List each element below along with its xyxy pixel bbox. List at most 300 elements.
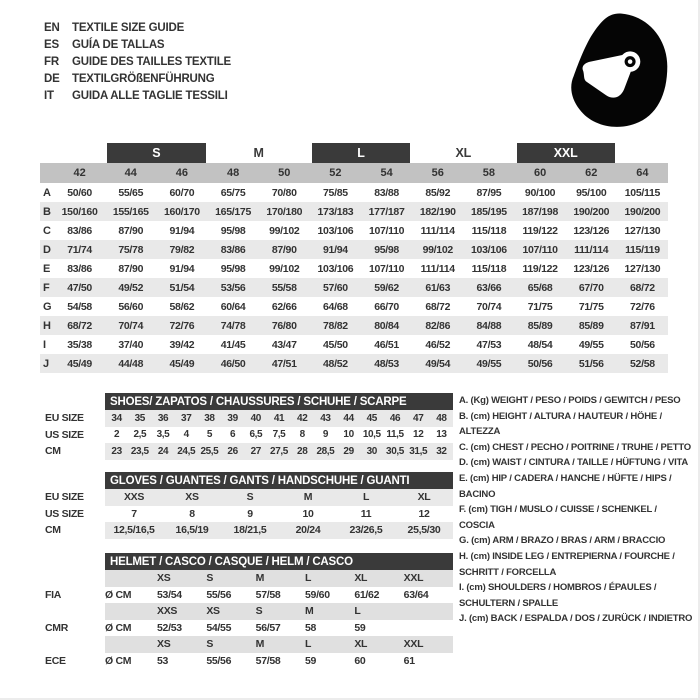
size-cell: 95/98: [220, 262, 246, 275]
column-header: 48: [226, 167, 240, 179]
row-label: CM: [45, 445, 61, 458]
language-row: [44, 70, 231, 87]
size-cell: 103/106: [317, 224, 354, 237]
row-cells: [105, 570, 453, 587]
row-label: US SIZE: [45, 428, 84, 441]
size-label: M: [255, 572, 265, 585]
helmet-size-row: [45, 570, 453, 587]
unit-label: Ø CM: [105, 621, 132, 634]
size-cell: 72/76: [169, 319, 195, 332]
size-cell: 16,5/19: [175, 524, 209, 537]
size-cell: 63/66: [476, 281, 502, 294]
gloves-row: [45, 506, 453, 523]
size-cell: 87/90: [118, 224, 144, 237]
unit-label: Ø CM: [105, 654, 132, 667]
language-row: [44, 87, 231, 104]
size-label: M: [304, 605, 314, 618]
size-cell: 85/89: [527, 319, 553, 332]
size-cell: 60/64: [220, 300, 246, 313]
size-cell: 68/72: [67, 319, 92, 332]
size-cell: 76/80: [271, 319, 297, 332]
size-cell: 9: [247, 507, 253, 520]
size-cell: 45: [366, 412, 377, 424]
language-code: ES: [44, 39, 59, 52]
size-cell: 80/84: [374, 319, 399, 332]
unit-label: Ø CM: [105, 588, 132, 601]
size-cell: 41: [273, 412, 285, 424]
size-group-row: [40, 143, 668, 163]
size-cell: 55/58: [271, 281, 297, 294]
size-cell: 67/70: [578, 281, 604, 294]
language-code: IT: [44, 89, 54, 102]
row-cells: [105, 410, 453, 427]
column-header: 44: [124, 167, 137, 179]
size-cell: 58/62: [169, 300, 195, 313]
shoes-row: [45, 427, 453, 444]
size-label: XXL: [403, 572, 424, 585]
size-cell: 51/54: [169, 281, 195, 294]
size-cell: 70/74: [118, 319, 144, 332]
size-cell: 84/88: [476, 319, 502, 332]
table-row: [40, 335, 668, 354]
column-header: 56: [431, 167, 444, 179]
size-cell: 55/56: [206, 654, 232, 667]
legend-item: B. (cm) HEIGHT / ALTURA / HAUTEUR / HÖHE / ALTEZZA: [459, 410, 662, 438]
size-cell: 50/56: [630, 338, 655, 351]
size-cell: 12: [418, 507, 430, 520]
size-cell: 53/54: [157, 588, 182, 601]
size-cell: 49/54: [425, 357, 451, 370]
size-cell: 10: [343, 429, 354, 441]
size-cell: 23,5: [130, 445, 149, 457]
gloves-row: [45, 522, 453, 539]
row-cells: [105, 506, 453, 523]
size-cell: 64/68: [323, 300, 348, 313]
size-cell: 27,5: [270, 445, 288, 457]
row-letter: G: [43, 300, 52, 313]
size-cell: 99/102: [269, 224, 300, 237]
shoes-row: [45, 443, 453, 460]
size-cell: 107/110: [368, 224, 405, 237]
size-cell: 48/54: [527, 338, 553, 351]
size-label: L: [304, 572, 312, 585]
size-label: XXL: [403, 638, 424, 651]
size-cell: 27: [250, 445, 261, 457]
size-cell: 127/130: [624, 262, 661, 275]
size-cell: 53/56: [220, 281, 246, 294]
textile-size-table: [40, 143, 668, 373]
size-cell: 28: [297, 445, 308, 457]
legend-item: A. (Kg) WEIGHT / PESO / POIDS / GEWITCH / PESO: [459, 395, 681, 406]
size-cell: 56/60: [118, 300, 144, 313]
column-header: 52: [329, 167, 342, 179]
size-cell: 72/76: [630, 300, 655, 313]
size-cell: 65/75: [220, 186, 246, 199]
measurement-legend: [459, 393, 693, 627]
size-cell: 9: [322, 429, 328, 441]
language-list: [44, 20, 231, 104]
size-cell: 71/74: [67, 243, 92, 256]
size-cell: XS: [185, 491, 199, 504]
size-cell: 53: [157, 654, 169, 667]
row-letter: F: [43, 281, 50, 294]
size-cell: 8: [299, 429, 305, 441]
row-cells: [105, 636, 453, 653]
size-cell: 190/200: [573, 205, 610, 218]
size-cell: 47/50: [67, 281, 92, 294]
size-cell: 46: [389, 412, 401, 424]
size-cell: 75/78: [118, 243, 144, 256]
size-cell: 23/26,5: [349, 524, 383, 537]
size-cell: 49/55: [578, 338, 604, 351]
gloves-row: [45, 489, 453, 506]
size-cell: 150/160: [61, 205, 98, 218]
size-cell: 57/58: [255, 654, 281, 667]
size-cell: 43/47: [271, 338, 297, 351]
size-cell: 105/115: [624, 186, 661, 199]
row-label: EU SIZE: [45, 412, 84, 425]
size-cell: 83/86: [67, 262, 92, 275]
spacer: [45, 553, 105, 570]
size-cell: 123/126: [573, 262, 610, 275]
spacer: [45, 570, 105, 587]
size-cell: 173/183: [317, 205, 354, 218]
size-cell: 46/51: [374, 338, 399, 351]
size-cell: 42: [297, 412, 308, 424]
spacer: [45, 472, 105, 489]
size-cell: 165/175: [215, 205, 251, 218]
row-letter: E: [43, 262, 51, 275]
size-cell: 35/38: [67, 338, 92, 351]
size-cell: 36: [157, 412, 169, 424]
size-cell: 25,5: [200, 445, 219, 457]
spacer: [45, 393, 105, 410]
gloves-title-row: [45, 472, 453, 489]
size-cell: 52/53: [157, 621, 182, 634]
size-cell: 31,5: [409, 445, 428, 457]
size-cell: 30,5: [386, 445, 404, 457]
size-cell: 82/86: [425, 319, 451, 332]
row-label: CMR: [45, 621, 69, 634]
row-label: ECE: [45, 654, 66, 667]
size-cell: 8: [189, 507, 195, 520]
size-cell: 59: [304, 654, 317, 667]
size-cell: 111/114: [420, 262, 455, 275]
size-cell: 47/51: [271, 357, 297, 370]
helmet-icon: [552, 10, 677, 130]
row-cells: [105, 603, 453, 620]
row-letter: B: [43, 205, 51, 218]
helmet-value-row: [45, 587, 453, 604]
size-cell: 48/52: [323, 357, 348, 370]
column-header: 60: [533, 167, 547, 179]
table-row: [40, 221, 668, 240]
size-cell: 91/94: [169, 262, 195, 275]
size-cell: 43: [320, 412, 331, 424]
size-cell: 12,5/16,5: [113, 524, 155, 537]
size-cell: 11,5: [386, 429, 404, 441]
size-cell: 50/56: [527, 357, 553, 370]
size-group-label: XL: [455, 146, 472, 160]
size-cell: 160/170: [163, 205, 200, 218]
size-cell: 123/126: [573, 224, 610, 237]
row-letter: C: [43, 224, 51, 237]
size-cell: 87/91: [630, 319, 655, 332]
row-letter: H: [43, 319, 51, 332]
table-row: [40, 183, 668, 202]
size-cell: 25,5/30: [407, 524, 441, 537]
size-cell: L: [362, 491, 370, 504]
size-cell: 20/24: [295, 524, 321, 537]
size-cell: 99/102: [422, 243, 453, 256]
size-label: S: [206, 638, 214, 651]
size-label: S: [206, 572, 214, 585]
size-cell: 65/68: [527, 281, 553, 294]
size-cell: 61/63: [425, 281, 451, 294]
size-cell: 103/106: [317, 262, 354, 275]
size-group-label: L: [312, 143, 410, 163]
size-cell: 39/42: [169, 338, 195, 351]
size-cell: 68/72: [425, 300, 451, 313]
size-cell: M: [303, 491, 313, 504]
size-cell: 55/65: [118, 186, 144, 199]
legend-item: D. (cm) WAIST / CINTURA / TAILLE / HÜFTUNG / VITA: [459, 457, 689, 469]
size-cell: 55/56: [206, 588, 232, 601]
size-cell: 54/55: [206, 621, 232, 634]
size-label: XS: [206, 605, 220, 618]
size-cell: 28,5: [316, 445, 335, 457]
legend-item: J. (cm) BACK / ESPALDA / DOS / ZURÜCK / INDIETRO: [459, 613, 693, 625]
row-label: CM: [45, 524, 61, 537]
size-cell: 44: [343, 412, 354, 424]
row-letter: J: [43, 357, 50, 370]
size-cell: 83/88: [374, 186, 399, 199]
table-row: [40, 297, 668, 316]
size-cell: 95/100: [576, 186, 607, 199]
size-group-label: XXL: [517, 143, 615, 163]
table-row: [40, 316, 668, 335]
size-cell: XL: [417, 491, 431, 504]
size-cell: 38: [204, 412, 215, 424]
size-cell: 99/102: [269, 262, 300, 275]
size-cell: 4: [183, 429, 189, 441]
size-cell: 7: [131, 507, 137, 520]
language-text: TEXTILGRÖßENFÜHRUNG: [72, 72, 215, 85]
size-cell: 45/49: [169, 357, 195, 370]
shoes-row: [45, 410, 453, 427]
size-cell: 2,5: [133, 429, 147, 441]
size-cell: 107/110: [368, 262, 405, 275]
size-cell: 18/21,5: [233, 524, 267, 537]
size-label: XS: [157, 572, 171, 585]
size-label: L: [304, 638, 312, 651]
size-cell: 62/66: [271, 300, 297, 313]
size-cell: 71/75: [578, 300, 604, 313]
size-cell: 119/122: [522, 262, 558, 275]
row-label: US SIZE: [45, 507, 84, 520]
language-code: FR: [44, 55, 59, 68]
size-label: L: [354, 605, 361, 618]
size-cell: 95/98: [220, 224, 246, 237]
size-cell: 59: [354, 621, 366, 634]
size-cell: 6: [230, 429, 236, 441]
size-cell: 24,5: [177, 445, 196, 457]
size-cell: 103/106: [470, 243, 507, 256]
column-header: 64: [636, 167, 649, 179]
size-cell: 52/58: [630, 357, 655, 370]
row-label: FIA: [45, 588, 62, 601]
legend-item: E. (cm) HIP / CADERA / HANCHE / HÜFTE / HIPS / BACINO: [459, 472, 672, 500]
size-cell: 29: [343, 445, 354, 457]
size-cell: 23: [111, 445, 122, 457]
size-cell: 30: [366, 445, 377, 457]
row-cells: [105, 522, 453, 539]
size-cell: 60/70: [169, 186, 195, 199]
size-cell: 35: [134, 412, 145, 424]
size-cell: 39: [227, 412, 238, 424]
size-cell: 85/92: [425, 186, 451, 199]
size-cell: 40: [250, 412, 261, 424]
size-label: XXS: [157, 605, 178, 618]
size-cell: 44/48: [118, 357, 144, 370]
language-row: [44, 54, 231, 71]
language-code: DE: [44, 72, 60, 85]
row-letter: A: [43, 186, 51, 199]
size-label: S: [255, 605, 263, 618]
row-cells: [105, 620, 453, 637]
size-cell: 46/50: [220, 357, 246, 370]
size-cell: 66/70: [374, 300, 399, 313]
column-header: 42: [73, 167, 86, 179]
size-cell: 32: [436, 445, 447, 457]
size-cell: 57/58: [255, 588, 281, 601]
legend-item: F. (cm) TIGH / MUSLO / CUISSE / SCHENKEL / COSCIA: [459, 504, 657, 531]
size-cell: 111/114: [420, 224, 455, 237]
size-cell: 59/62: [374, 281, 399, 294]
size-cell: 85/89: [578, 319, 604, 332]
size-cell: 115/119: [625, 243, 660, 256]
table-row: [40, 259, 668, 278]
column-header: 46: [175, 167, 189, 179]
row-label: EU SIZE: [45, 491, 84, 504]
table-row: [40, 240, 668, 259]
size-cell: 7,5: [272, 429, 286, 441]
size-cell: 78/82: [323, 319, 348, 332]
size-cell: 45/49: [67, 357, 92, 370]
column-header: 58: [482, 167, 496, 179]
column-header: 54: [380, 167, 393, 179]
size-cell: 71/75: [527, 300, 553, 313]
helmet-value-row: [45, 620, 453, 637]
size-cell: 185/195: [470, 205, 507, 218]
helmet-title: HELMET / CASCO / CASQUE / HELM / CASCO: [105, 553, 453, 570]
size-cell: 48: [436, 412, 447, 424]
size-label: M: [255, 638, 265, 651]
size-cell: 87/90: [118, 262, 144, 275]
size-cell: 47/53: [476, 338, 502, 351]
table-row: [40, 354, 668, 373]
language-row: [44, 37, 231, 54]
size-cell: 91/94: [169, 224, 195, 237]
size-cell: 34: [111, 412, 122, 424]
size-cell: 13: [436, 429, 447, 441]
language-code: EN: [44, 22, 60, 35]
size-group-label: M: [253, 146, 264, 160]
size-cell: 90/100: [524, 186, 556, 199]
size-cell: 187/198: [522, 205, 558, 218]
size-cell: 6,5: [249, 429, 263, 441]
size-cell: 119/122: [522, 224, 558, 237]
size-cell: 107/110: [522, 243, 558, 256]
language-text: GUIDE DES TAILLES TEXTILE: [72, 55, 231, 68]
size-cell: 24: [157, 445, 169, 457]
size-cell: 75/85: [323, 186, 348, 199]
size-cell: 182/190: [419, 205, 456, 218]
size-cell: 50/60: [67, 186, 92, 199]
size-cell: 2: [114, 429, 120, 441]
size-cell: 61: [403, 654, 415, 667]
size-cell: 115/118: [471, 224, 507, 237]
size-cell: 46/52: [425, 338, 451, 351]
size-cell: 37: [181, 412, 192, 424]
row-cells: [105, 427, 453, 444]
size-cell: 127/130: [624, 224, 661, 237]
helmet-size-row: [45, 603, 453, 620]
size-cell: S: [246, 491, 254, 504]
shoes-section: [45, 393, 453, 460]
legend-item: C. (cm) CHEST / PECHO / POITRINE / TRUHE / PETTO: [459, 441, 691, 453]
size-cell: 91/94: [323, 243, 348, 256]
size-label: XL: [354, 572, 368, 585]
size-cell: 56/57: [255, 621, 281, 634]
row-letter: D: [43, 243, 51, 256]
size-cell: 83/86: [67, 224, 92, 237]
size-cell: 95/98: [374, 243, 399, 256]
language-text: GUIDA ALLE TAGLIE TESSILI: [72, 89, 228, 102]
size-cell: 48/53: [374, 357, 399, 370]
size-cell: 45/50: [323, 338, 348, 351]
size-cell: 3,5: [156, 429, 170, 441]
column-header: 62: [585, 167, 598, 179]
size-cell: 49/55: [476, 357, 502, 370]
language-text: TEXTILE SIZE GUIDE: [72, 22, 185, 35]
size-cell: 47: [413, 412, 424, 424]
size-cell: 177/187: [368, 205, 405, 218]
row-cells: [105, 587, 453, 604]
size-cell: 10,5: [362, 429, 381, 441]
size-cell: 115/118: [471, 262, 507, 275]
size-cell: 57/60: [323, 281, 348, 294]
spacer: [45, 603, 105, 620]
size-cell: XXS: [123, 491, 145, 504]
gloves-title: GLOVES / GUANTES / GANTS / HANDSCHUHE / GUANTI: [105, 472, 453, 489]
size-cell: 51/56: [578, 357, 604, 370]
size-cell: 58: [304, 621, 317, 634]
size-cell: 83/86: [220, 243, 246, 256]
legend-item: G. (cm) ARM / BRAZO / BRAS / ARM / BRACCIO: [459, 535, 666, 547]
size-cell: 12: [413, 429, 424, 441]
size-cell: 68/72: [630, 281, 655, 294]
gloves-section: [45, 472, 453, 539]
helmet-value-row: [45, 653, 453, 670]
size-cell: 37/40: [118, 338, 144, 351]
helmet-title-row: [45, 553, 453, 570]
row-letter: I: [43, 338, 47, 351]
shoes-title: SHOES/ ZAPATOS / CHAUSSURES / SCHUHE / SCARPE: [105, 393, 453, 410]
size-cell: 87/90: [271, 243, 297, 256]
helmet-size-row: [45, 636, 453, 653]
table-row: [40, 202, 668, 221]
